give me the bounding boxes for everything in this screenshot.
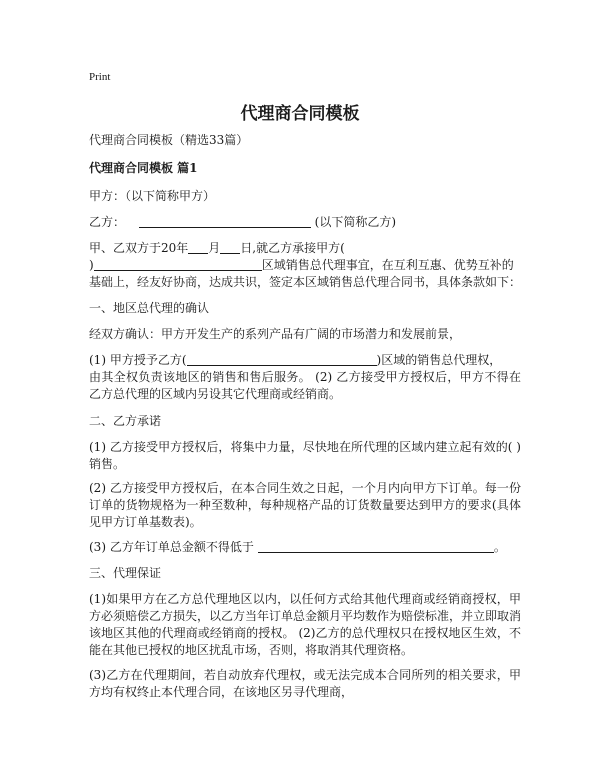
party-b-line [89, 214, 521, 231]
paragraph-1: 经双方确认：甲方开发生产的系列产品有广阔的市场潜力和发展前景， [89, 327, 462, 341]
party-b-suffix: (以下简称乙方) [314, 215, 397, 229]
section-title: 代理商合同模板 篇1 [89, 161, 198, 175]
paragraph-2-line-1 [89, 352, 521, 369]
heading-2: 二、乙方承诺 [89, 414, 162, 428]
party-b-prefix: 乙方： [89, 215, 126, 229]
document-title: 代理商合同模板 [240, 104, 360, 124]
intro-line-1 [89, 240, 521, 257]
heading-1: 一、地区总代理的确认 [89, 301, 210, 315]
paragraph-2-rest: 由其全权负责该地区的销售和售后服务。 (2) 乙方接受甲方授权后，甲方不得在乙方总代理的区域内另设其它代理商或经销商。 [89, 370, 521, 401]
p5-text-b: 。 [493, 540, 506, 554]
intro-paren: ) [89, 258, 94, 272]
paragraph-6: (1)如果甲方在乙方总代理地区以内，以任何方式给其他代理商或经销商授权，甲方必须赔偿乙方损失，以乙方当年订单总金额月平均数作为赔偿标准，并立即取消该地区其他的代理商或经销商的授权。 (2)乙方的总代理权只在授权地区生效，不能在其他已授权的地区扰乱市场，否则，将取消其代理资格。 [89, 592, 522, 657]
paragraph-7: (3)乙方在代理期间，若自动放弃代理权，或无法完成本合同所列的相关要求，甲方均有权终止本代理合同，在该地区另寻代理商， [89, 668, 521, 699]
intro-text-month: 月 [208, 241, 221, 255]
intro-line-3: 基础上，经友好协商，达成共识，签定本区域销售总代理合同书，具体条款如下： [89, 275, 522, 289]
document-subtitle: 代理商合同模板（精选33篇） [89, 133, 249, 147]
p2-text-a: (1) 甲方授予乙方( [89, 353, 187, 367]
month-blank [188, 241, 208, 254]
paragraph-4: (2) 乙方接受甲方授权后，在本合同生效之日起，一个月内向甲方下订单。每一份订单的货物规格为一种至数种，每种规格产品的订货数量要达到甲方的要求(具体见甲方订单基数表)。 [89, 481, 521, 529]
product-blank [94, 258, 262, 271]
print-label[interactable]: Print [89, 71, 111, 83]
p2-text-b: ) [376, 353, 382, 367]
intro-line-2 [89, 257, 521, 274]
intro-text-day: 日,就乙方承接甲方( [240, 241, 345, 255]
p5-text-a: (3) 乙方年订单总金额不得低于 [89, 540, 254, 554]
day-blank [220, 241, 240, 254]
amount-blank [258, 540, 494, 553]
p2-text-c: 区域的销售总代理权， [381, 353, 502, 367]
party-a-line: 甲方：（以下简称甲方） [89, 189, 216, 203]
heading-3: 三、代理保证 [89, 566, 162, 580]
party-b-blank [139, 215, 311, 228]
intro-text-region: 区域销售总代理事宜，在互利互惠、优势互补的 [261, 258, 514, 272]
territory-blank [187, 353, 377, 366]
intro-text-year: 甲、乙双方于20年 [89, 241, 189, 255]
paragraph-3: (1) 乙方接受甲方授权后，将集中力量，尽快地在所代理的区域内建立起有效的( )销售。 [89, 440, 521, 471]
paragraph-5 [89, 539, 521, 556]
